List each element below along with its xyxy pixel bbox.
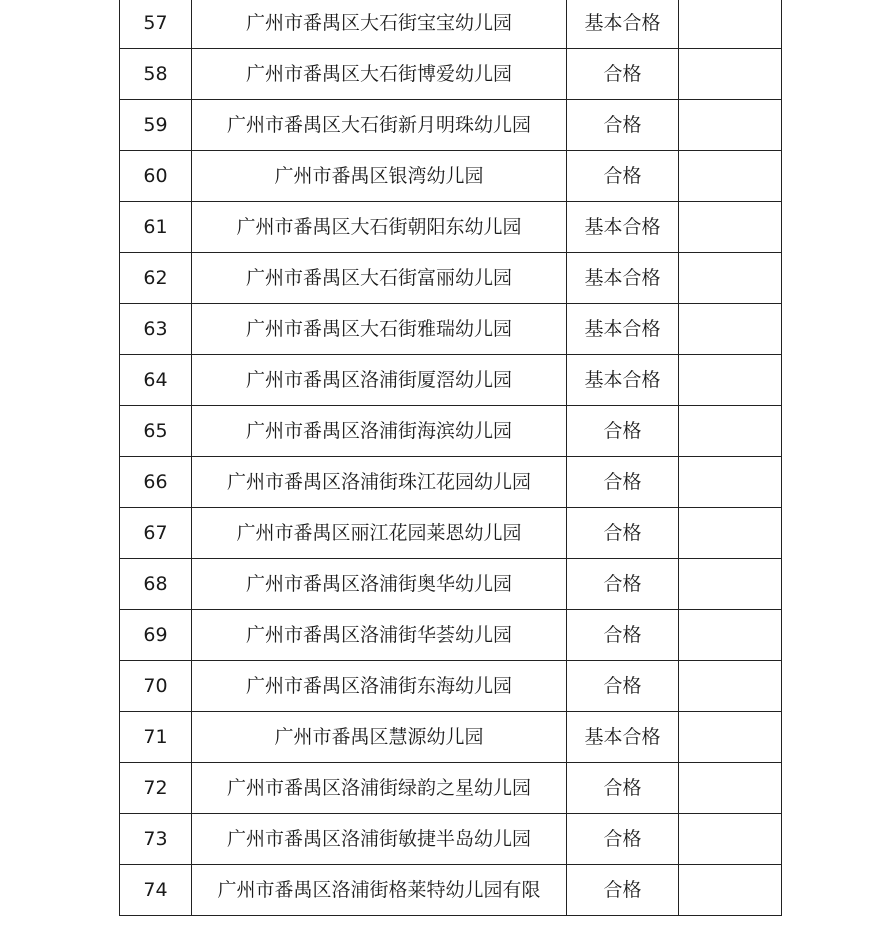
row-number-cell: 58 xyxy=(120,49,192,100)
result-cell: 合格 xyxy=(567,100,679,151)
kindergarten-name-cell: 广州市番禺区丽江花园莱恩幼儿园 xyxy=(192,508,567,559)
row-number-cell: 68 xyxy=(120,559,192,610)
kindergarten-name-cell: 广州市番禺区洛浦街海滨幼儿园 xyxy=(192,406,567,457)
note-cell xyxy=(679,253,782,304)
table-body xyxy=(120,0,782,916)
result-cell: 合格 xyxy=(567,457,679,508)
kindergarten-name-cell: 广州市番禺区大石街新月明珠幼儿园 xyxy=(192,100,567,151)
table-row xyxy=(120,304,782,355)
note-cell xyxy=(679,151,782,202)
kindergarten-name-cell: 广州市番禺区银湾幼儿园 xyxy=(192,151,567,202)
row-number-cell: 61 xyxy=(120,202,192,253)
row-number-cell: 59 xyxy=(120,100,192,151)
result-cell: 基本合格 xyxy=(567,304,679,355)
row-number-cell: 66 xyxy=(120,457,192,508)
note-cell xyxy=(679,712,782,763)
table-row xyxy=(120,508,782,559)
row-number-cell: 65 xyxy=(120,406,192,457)
note-cell xyxy=(679,559,782,610)
note-cell xyxy=(679,457,782,508)
result-cell: 基本合格 xyxy=(567,202,679,253)
table-row xyxy=(120,457,782,508)
note-cell xyxy=(679,100,782,151)
table-row xyxy=(120,253,782,304)
result-cell: 合格 xyxy=(567,610,679,661)
row-number-cell: 70 xyxy=(120,661,192,712)
table-row xyxy=(120,610,782,661)
table-row xyxy=(120,865,782,916)
note-cell xyxy=(679,814,782,865)
table-row xyxy=(120,151,782,202)
row-number-cell: 60 xyxy=(120,151,192,202)
note-cell xyxy=(679,865,782,916)
table-row xyxy=(120,763,782,814)
kindergarten-results-table xyxy=(119,0,782,916)
note-cell xyxy=(679,0,782,49)
result-cell: 合格 xyxy=(567,661,679,712)
kindergarten-name-cell: 广州市番禺区洛浦街格莱特幼儿园有限 xyxy=(192,865,567,916)
kindergarten-name-cell: 广州市番禺区大石街宝宝幼儿园 xyxy=(192,0,567,49)
result-cell: 合格 xyxy=(567,406,679,457)
row-number-cell: 72 xyxy=(120,763,192,814)
table-row xyxy=(120,0,782,49)
note-cell xyxy=(679,508,782,559)
result-cell: 合格 xyxy=(567,559,679,610)
row-number-cell: 73 xyxy=(120,814,192,865)
result-cell: 基本合格 xyxy=(567,355,679,406)
note-cell xyxy=(679,202,782,253)
row-number-cell: 64 xyxy=(120,355,192,406)
table-row xyxy=(120,355,782,406)
row-number-cell: 63 xyxy=(120,304,192,355)
result-cell: 基本合格 xyxy=(567,0,679,49)
table-row xyxy=(120,712,782,763)
kindergarten-name-cell: 广州市番禺区大石街雅瑞幼儿园 xyxy=(192,304,567,355)
table-row xyxy=(120,661,782,712)
kindergarten-name-cell: 广州市番禺区洛浦街绿韵之星幼儿园 xyxy=(192,763,567,814)
table-row xyxy=(120,814,782,865)
kindergarten-name-cell: 广州市番禺区大石街富丽幼儿园 xyxy=(192,253,567,304)
result-cell: 合格 xyxy=(567,508,679,559)
table-row xyxy=(120,559,782,610)
result-cell: 合格 xyxy=(567,151,679,202)
result-cell: 基本合格 xyxy=(567,712,679,763)
table-row xyxy=(120,100,782,151)
kindergarten-name-cell: 广州市番禺区洛浦街东海幼儿园 xyxy=(192,661,567,712)
note-cell xyxy=(679,304,782,355)
note-cell xyxy=(679,355,782,406)
row-number-cell: 57 xyxy=(120,0,192,49)
kindergarten-name-cell: 广州市番禺区洛浦街华荟幼儿园 xyxy=(192,610,567,661)
result-cell: 基本合格 xyxy=(567,253,679,304)
result-cell: 合格 xyxy=(567,865,679,916)
table-row xyxy=(120,202,782,253)
note-cell xyxy=(679,406,782,457)
result-cell: 合格 xyxy=(567,49,679,100)
row-number-cell: 67 xyxy=(120,508,192,559)
note-cell xyxy=(679,49,782,100)
kindergarten-name-cell: 广州市番禺区大石街博爱幼儿园 xyxy=(192,49,567,100)
note-cell xyxy=(679,610,782,661)
kindergarten-name-cell: 广州市番禺区慧源幼儿园 xyxy=(192,712,567,763)
table-row xyxy=(120,406,782,457)
result-cell: 合格 xyxy=(567,814,679,865)
note-cell xyxy=(679,661,782,712)
note-cell xyxy=(679,763,782,814)
kindergarten-name-cell: 广州市番禺区大石街朝阳东幼儿园 xyxy=(192,202,567,253)
kindergarten-name-cell: 广州市番禺区洛浦街厦滘幼儿园 xyxy=(192,355,567,406)
row-number-cell: 71 xyxy=(120,712,192,763)
result-cell: 合格 xyxy=(567,763,679,814)
kindergarten-name-cell: 广州市番禺区洛浦街珠江花园幼儿园 xyxy=(192,457,567,508)
kindergarten-name-cell: 广州市番禺区洛浦街奥华幼儿园 xyxy=(192,559,567,610)
table-row xyxy=(120,49,782,100)
row-number-cell: 62 xyxy=(120,253,192,304)
kindergarten-name-cell: 广州市番禺区洛浦街敏捷半岛幼儿园 xyxy=(192,814,567,865)
row-number-cell: 74 xyxy=(120,865,192,916)
row-number-cell: 69 xyxy=(120,610,192,661)
